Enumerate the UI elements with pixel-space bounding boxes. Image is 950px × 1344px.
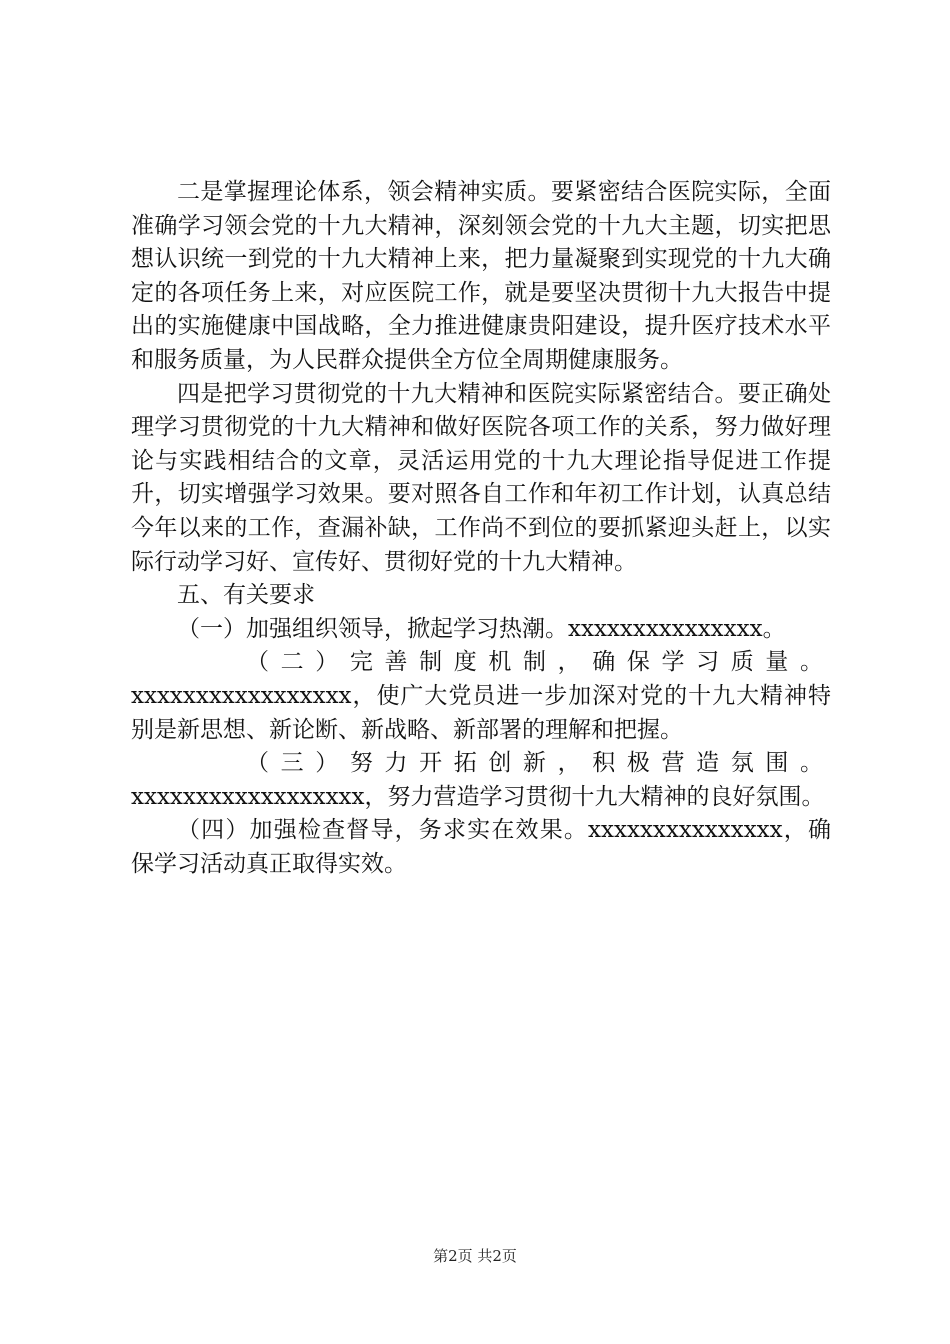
requirement-item-3 [131,747,831,814]
paragraph-theory: 二是掌握理论体系，领会精神实质。要紧密结合医院实际，全面准确学习领会党的十九大精神，深刻领会党的十九大主题，切实把思想认识统一到党的十九大精神上来，把力量凝聚到实现党的十九大确定的各项任务上来，对应医院工作，就是要坚决贯彻十九大报告中提出的实施健康中国战略，全力推进健康贵阳建设，提升医疗技术水平和服务质量，为人民群众提供全方位全周期健康服务。 [131,179,831,373]
section-heading-requirements: 五、有关要求 [177,582,315,609]
requirement-item-2-body: xxxxxxxxxxxxxxxxx，使广大党员进一步加深对党的十九大精神特别是新思想、新论断、新战略、新部署的理解和把握。 [131,682,831,743]
document-body [131,176,831,881]
requirement-item-3-body: xxxxxxxxxxxxxxxxxx，努力营造学习贯彻十九大精神的良好氛围。 [131,783,825,810]
paragraph-combine-practice: 四是把学习贯彻党的十九大精神和医院实际紧密结合。要正确处理学习贯彻党的十九大精神和做好医院各项工作的关系，努力做好理论与实践相结合的文章，灵活运用党的十九大理论指导促进工作提升，切实增强学习效果。要对照各自工作和年初工作计划，认真总结今年以来的工作，查漏补缺，工作尚不到位的要抓紧迎头赶上，以实际行动学习好、宣传好、贯彻好党的十九大精神。 [131,380,831,575]
requirement-item-2 [131,646,831,747]
requirement-item-2-lead: （二）完善制度机制，确保学习质量。 [246,649,831,676]
requirement-item-4: （四）加强检查督导，务求实在效果。xxxxxxxxxxxxxxx，确保学习活动真正取得实效。 [131,817,831,877]
page-number-footer: 第2页 共2页 [433,1247,517,1265]
requirement-item-1: （一）加强组织领导，掀起学习热潮。xxxxxxxxxxxxxxx。 [177,615,786,642]
requirement-item-3-lead: （三）努力开拓创新，积极营造氛围。 [246,750,831,777]
